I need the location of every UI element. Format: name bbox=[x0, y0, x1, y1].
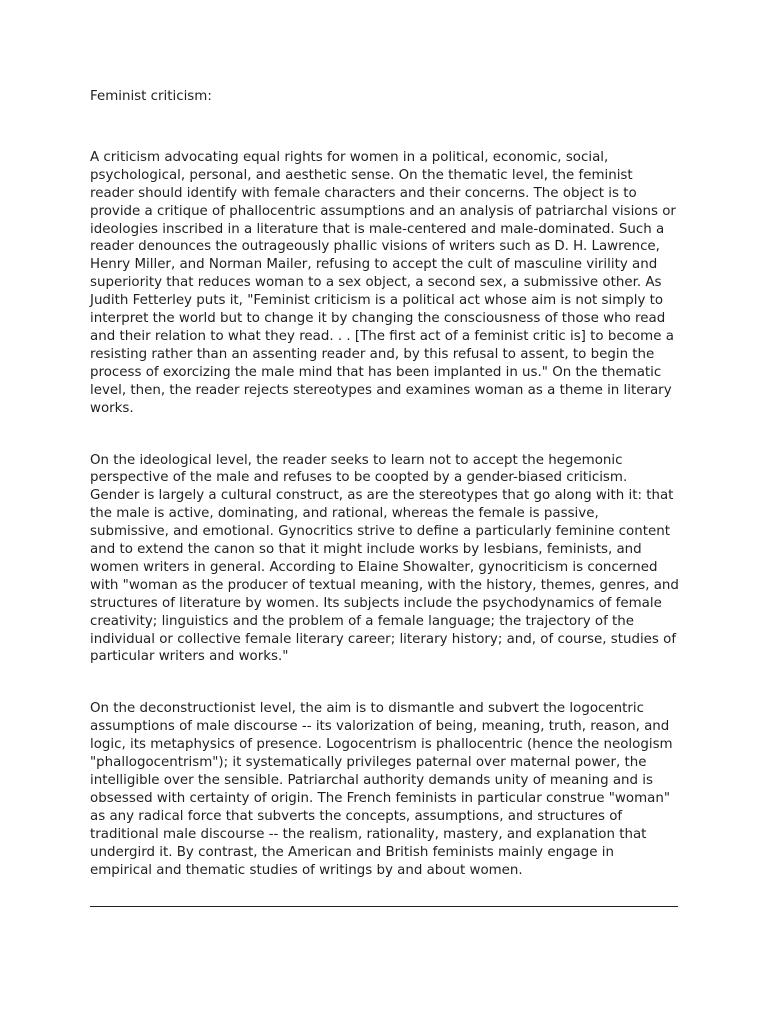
document-title: Feminist criticism: bbox=[90, 89, 212, 104]
paragraph-deconstructionist-level: On the deconstructionist level, the aim is to dismantle and subvert the logocentric assumptions of male discourse -- its valorization of being, meaning, truth, reason, and logic, its metaphysics of presence. Logocentrism is phallocentric (hence the neologism "phallogocentrism"); it systematically privileges paternal over maternal power, the intelligible over the sensible. Patriarchal authority demands unity of meaning and is obsessed with certainty of origin. The French feminists in particular construe "woman" as any radical force that subverts the concepts, assumptions, and structures of traditional male discourse -- the realism, rationality, mastery, and explanation that undergird it. By contrast, the American and British feminists mainly engage in empirical and thematic studies of writings by and about women. bbox=[90, 701, 673, 878]
paragraph-ideological-level: On the ideological level, the reader seeks to learn not to accept the hegemonic perspective of the male and refuses to be coopted by a gender-biased criticism. Gender is largely a cultural construct, as are the stereotypes that go along with it: that the male is active, dominating, and rational, whereas the female is passive, submissive, and emotional. Gynocritics strive to define a particularly feminine content and to extend the canon so that it might include works by lesbians, feminists, and women writers in general. According to Elaine Showalter, gynocriticism is concerned with "woman as the producer of textual meaning, with the history, themes, genres, and structures of literature by women. Its subjects include the psychodynamics of female creativity; linguistics and the problem of a female language; the trajectory of the individual or collective female literary career; literary history; and, of course, studies of particular writers and works." bbox=[90, 452, 679, 665]
footer-divider bbox=[90, 906, 678, 907]
document-page bbox=[90, 88, 680, 913]
paragraph-thematic-level: A criticism advocating equal rights for women in a political, economic, social, psychological, personal, and aesthetic sense. On the thematic level, the feminist reader should identify with female characters and their concerns. The object is to provide a critique of phallocentric assumptions and an analysis of patriarchal visions or ideologies inscribed in a literature that is male-centered and male-dominated. Such a reader denounces the outrageously phallic visions of writers such as D. H. Lawrence, Henry Miller, and Norman Mailer, refusing to accept the cult of masculine virility and superiority that reduces woman to a sex object, a second sex, a submissive other. As Judith Fetterley puts it, "Feminist criticism is a political act whose aim is not simply to interpret the world but to change it by changing the consciousness of those who read and their relation to what they read. . . [The first act of a feminist critic is] to become a resisting rather than an assenting reader and, by this refusal to assent, to begin the process of exorcizing the male mind that has been implanted in us." On the thematic level, then, the reader rejects stereotypes and examines woman as a theme in literary works. bbox=[90, 149, 676, 416]
